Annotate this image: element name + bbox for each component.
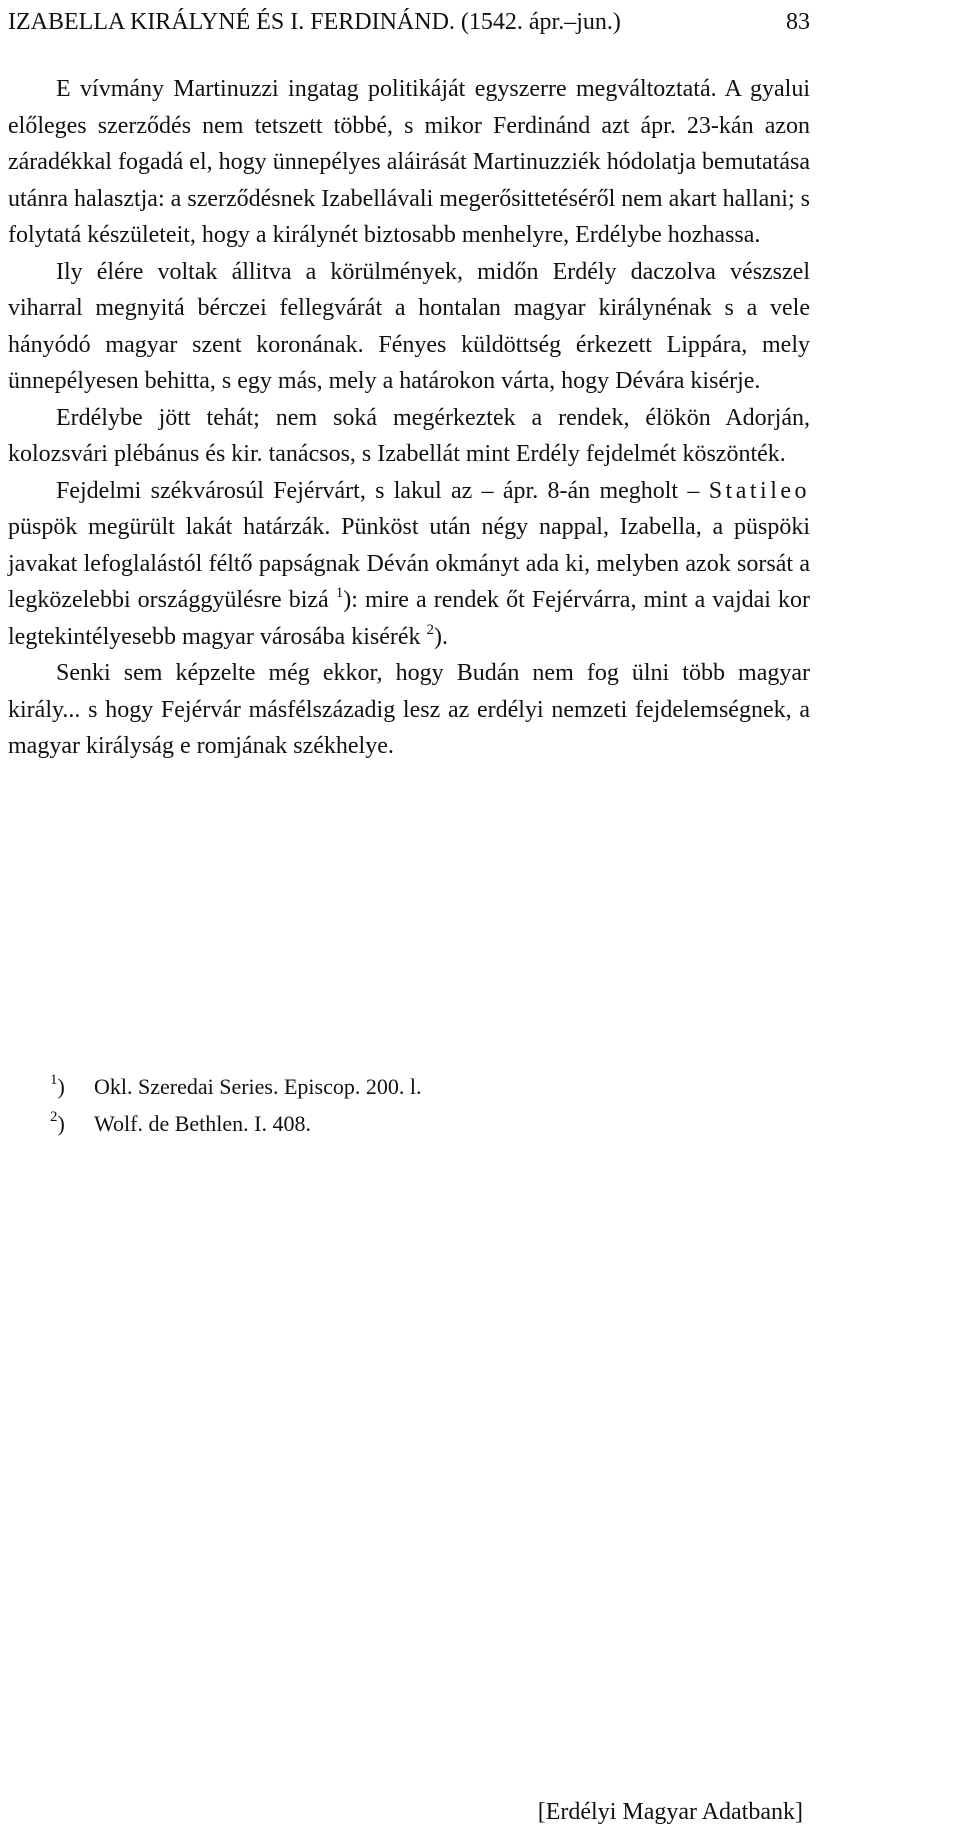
footnote-1-paren: ) [57, 1074, 65, 1099]
footnote-2 [50, 1105, 422, 1142]
paragraph-2: Ily élére voltak állitva a körülmények, midőn Erdély daczolva vészszel viharral megnyitá bérczei fellegvárát a hontalan magyar királynénak s a vele hányódó magyar szent koronának. Fényes küldöttség érkezett Lippára, mely ünnepélyesen behitta, s egy más, mely a határokon várta, hogy Dévára kisérje. [8, 258, 810, 394]
paragraph-4-part-b: püspök megürült lakát határzák. Pünköst után négy nappal, Izabella, a püspöki javakat lefoglalástól féltő papságnak Déván okmányt ada ki, melyben azok sorsát a legközelebbi országgyülésre bizá [8, 514, 810, 613]
paragraph-1: E vívmány Martinuzzi ingatag politikáját egyszerre megváltoztatá. A gyalui előleges szerződés nem tetszett többé, s mikor Ferdinánd azt ápr. 23-kán azon záradékkal fogadá el, hogy ünnepélyes aláirását Martinuzziék hódolatja bemutatása utánra halasztja: a szerződésnek Izabellávali megerősittetéséről nem akart hallani; s folytatá készületeit, hogy a királynét biztosabb menhelyre, Erdélybe hozhassa. [8, 76, 810, 248]
paragraph-3: Erdélybe jött tehát; nem soká megérkeztek a rendek, élökön Adorján, kolozsvári plébánus és kir. tanácsos, s Izabellát mint Erdély fejdelmét köszönték. [8, 404, 810, 467]
footnote-2-paren: ) [57, 1111, 65, 1136]
paragraph-4-part-c: ): mire a rendek őt Fejérvárra, mint a vajdai kor legtekintélyesebb magyar városába kisérék [8, 587, 811, 650]
paragraph-4 [8, 473, 810, 656]
paragraph-5: Senki sem képzelte még ekkor, hogy Budán nem fog ülni több magyar király... s hogy Fejérvár másfélszázadig lesz az erdélyi nemzeti fejdelemségnek, a magyar királyság e romjának székhelye. [8, 660, 810, 759]
footnote-2-number: 2 [50, 1109, 58, 1125]
footnote-ref-1: 1 [335, 585, 344, 601]
paragraph-4-part-d: ). [434, 623, 448, 650]
page-footer [8, 1796, 810, 1828]
footnote-1-mark [50, 1068, 94, 1105]
footnotes [50, 1068, 422, 1142]
footnote-ref-2: 2 [426, 621, 434, 638]
footnote-2-mark [50, 1105, 94, 1142]
paragraph-4-part-a: Fejdelmi székvárosúl Fejérvárt, s lakul az – ápr. 8-án megholt – [56, 477, 700, 504]
footnote-1 [50, 1068, 422, 1105]
footnote-2-text: Wolf. de Bethlen. I. 408. [94, 1111, 311, 1136]
body-text [8, 71, 810, 765]
paragraph-4-name: Statileo [708, 477, 811, 504]
running-title: IZABELLA KIRÁLYNÉ ÉS I. FERDINÁND. (1542. ápr.–jun.) [8, 9, 621, 35]
footnote-1-text: Okl. Szeredai Series. Episcop. 200. l. [94, 1074, 422, 1099]
document-page [8, 0, 810, 1840]
source-label: [Erdélyi Magyar Adatbank] [537, 1799, 803, 1825]
page-number: 83 [786, 9, 810, 35]
footnote-1-number: 1 [50, 1072, 58, 1088]
